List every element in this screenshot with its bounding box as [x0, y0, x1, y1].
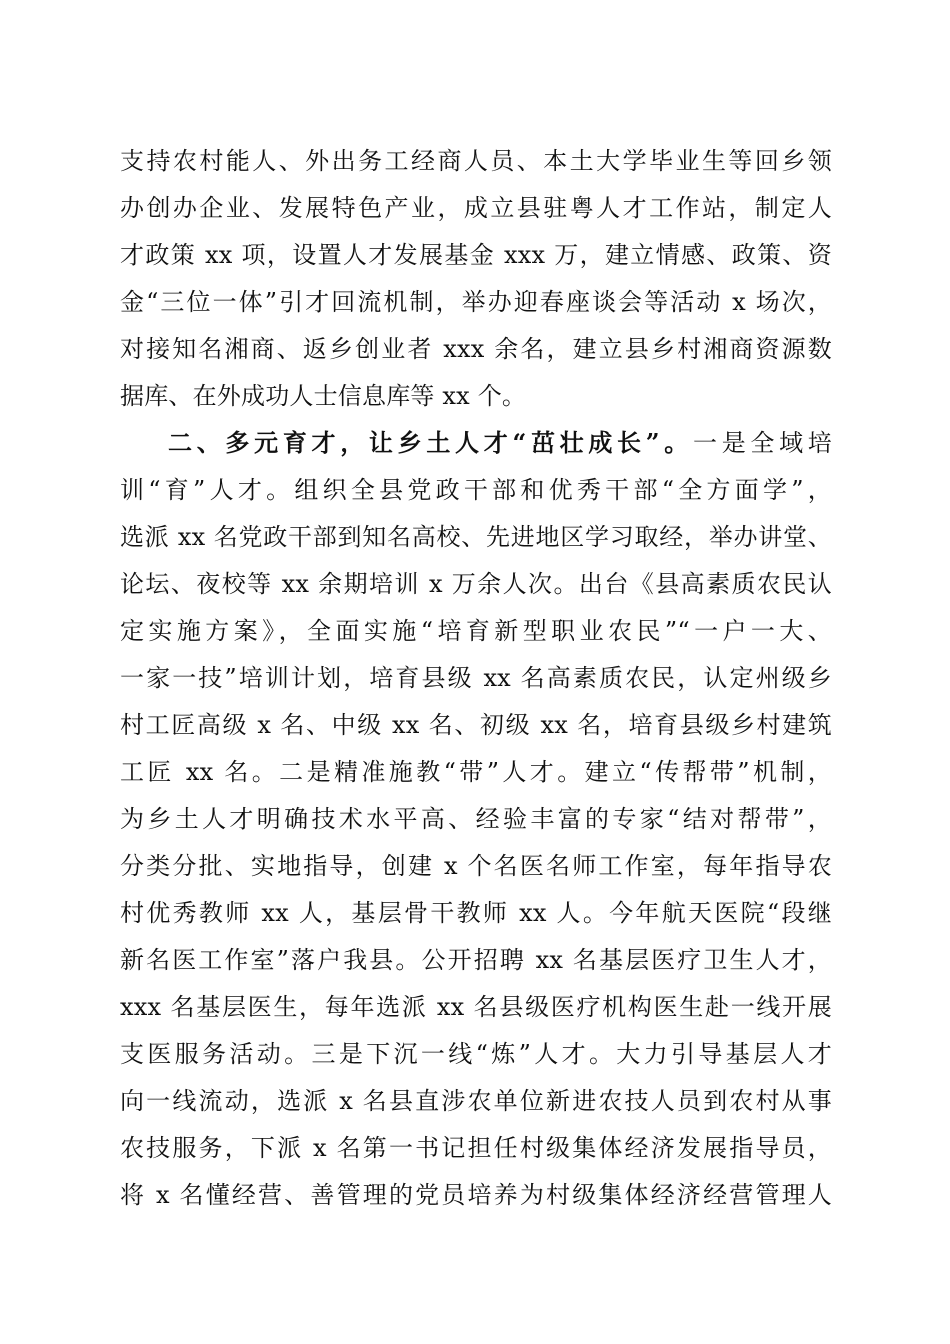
text-line: 支持农村能人、外出务工经商人员、本土大学毕业生等回乡领 — [120, 147, 832, 175]
text-line: 据库、在外成功人士信息库等 xx 个。 — [120, 382, 527, 410]
text-line: 农技服务，下派 x 名第一书记担任村级集体经济发展指导员， — [120, 1134, 832, 1162]
section-heading: 二、多元育才，让乡土人才“茁壮成长”。 — [168, 428, 693, 457]
text-line: 选派 xx 名党政干部到知名高校、先进地区学习取经，举办讲堂、 — [120, 523, 832, 551]
text-line: 办创办企业、发展特色产业，成立县驻粤人才工作站，制定人 — [120, 194, 832, 222]
text-line: 定实施方案》，全面实施“培育新型职业农民”“一户一大、 — [120, 617, 832, 645]
text-line: 对接知名湘商、返乡创业者 xxx 余名，建立县乡村湘商资源数 — [120, 335, 832, 363]
text-line: 训“育”人才。组织全县党政干部和优秀干部“全方面学”， — [120, 476, 832, 504]
text-line: 金“三位一体”引才回流机制，举办迎春座谈会等活动 x 场次， — [120, 288, 832, 316]
text-line: 村优秀教师 xx 人，基层骨干教师 xx 人。今年航天医院“段继 — [120, 899, 832, 927]
text-line: 向一线流动，选派 x 名县直涉农单位新进农技人员到农村从事 — [120, 1087, 832, 1115]
text-line: 才政策 xx 项，设置人才发展基金 xxx 万，建立情感、政策、资 — [120, 241, 832, 269]
section-heading-continuation: 一是全域培 — [692, 429, 832, 457]
text-line: 工匠 xx 名。二是精准施教“带”人才。建立“传帮带”机制， — [120, 758, 832, 786]
section-heading-line — [168, 423, 832, 463]
text-line: xxx 名基层医生，每年选派 xx 名县级医疗机构医生赴一线开展 — [120, 993, 832, 1021]
text-line: 一家一技”培训计划，培育县级 xx 名高素质农民，认定州级乡 — [120, 664, 832, 692]
text-line: 论坛、夜校等 xx 余期培训 x 万余人次。出台《县高素质农民认 — [120, 570, 832, 598]
text-line: 支医服务活动。三是下沉一线“炼”人才。大力引导基层人才 — [120, 1040, 832, 1068]
text-line: 将 x 名懂经营、善管理的党员培养为村级集体经济经营管理人 — [120, 1181, 832, 1209]
text-line: 村工匠高级 x 名、中级 xx 名、初级 xx 名，培育县级乡村建筑 — [120, 711, 832, 739]
text-line: 为乡土人才明确技术水平高、经验丰富的专家“结对帮带”， — [120, 805, 832, 833]
text-line: 新名医工作室”落户我县。公开招聘 xx 名基层医疗卫生人才， — [120, 946, 832, 974]
text-line: 分类分批、实地指导，创建 x 个名医名师工作室，每年指导农 — [120, 852, 832, 880]
